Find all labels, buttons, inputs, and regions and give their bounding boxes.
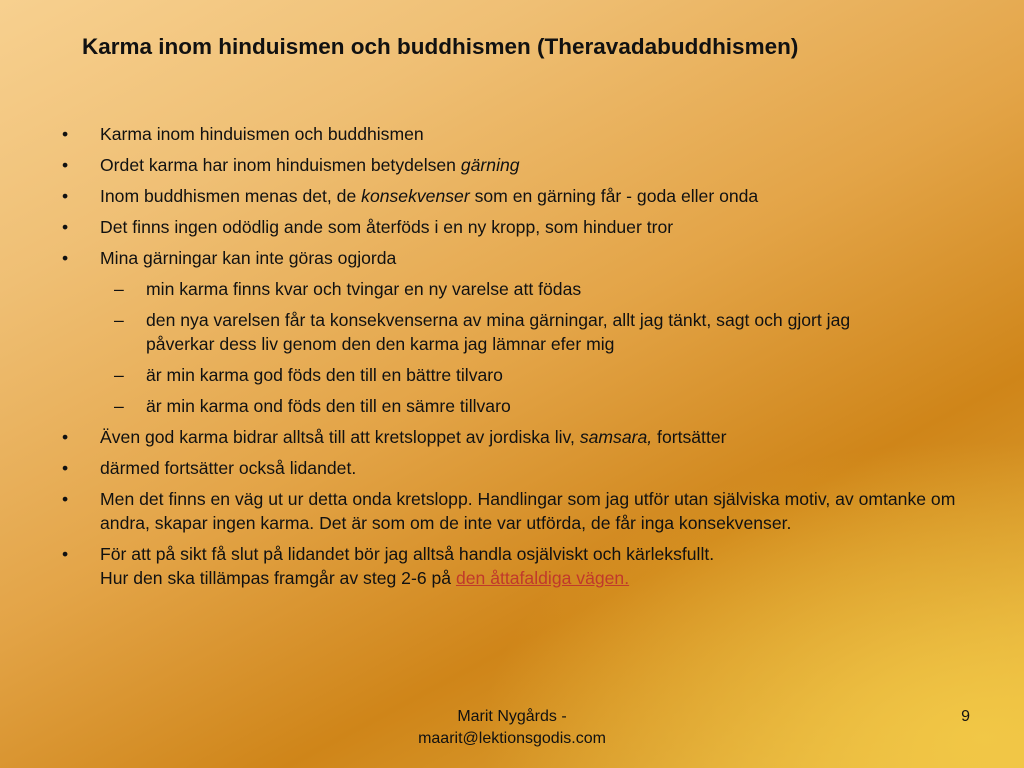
bullet-list — [60, 122, 960, 597]
author-name: Marit Nygårds - — [457, 708, 567, 725]
bullet-emphasis: samsara, — [579, 427, 653, 447]
slide-title: Karma inom hinduismen och buddhismen (Theravadabuddhismen) — [82, 34, 799, 59]
bullet-text: Ordet karma har inom hinduismen betydelsen — [100, 155, 461, 175]
list-item — [60, 542, 960, 590]
list-item — [60, 456, 960, 480]
dash-marker: – — [114, 365, 124, 385]
bullet-text: är min karma ond föds den till en sämre tillvaro — [146, 396, 511, 416]
list-item — [60, 122, 960, 146]
bullet-text: den nya varelsen får ta konsekvenserna av mina gärningar, allt jag tänkt, sagt och gjort jag påverkar dess liv genom den den karma jag lämnar efer mig — [146, 310, 851, 354]
bullet-marker: • — [62, 427, 69, 447]
bullet-text: Mina gärningar kan inte göras ogjorda — [100, 248, 397, 268]
sub-list-item — [60, 308, 960, 356]
author-email: maarit@lektionsgodis.com — [418, 730, 606, 747]
list-item — [60, 487, 960, 535]
page-number: 9 — [961, 708, 970, 725]
bullet-marker: • — [62, 155, 69, 175]
bullet-text: min karma finns kvar och tvingar en ny varelse att födas — [146, 279, 582, 299]
list-item — [60, 153, 960, 177]
bullet-emphasis: gärning — [460, 155, 520, 175]
dash-marker: – — [114, 396, 124, 416]
sub-list-item — [60, 277, 960, 301]
footer-author — [372, 706, 652, 750]
bullet-marker: • — [62, 489, 69, 509]
bullet-marker: • — [62, 544, 69, 564]
bullet-text: Men det finns en väg ut ur detta onda kretslopp. Handlingar som jag utför utan själviska motiv, av omtanke om andra, skapar ingen karma. Det är som om de inte var utförda, de får inga konsekvenser. — [100, 489, 956, 533]
list-item — [60, 184, 960, 208]
bullet-text: fortsätter — [652, 427, 727, 447]
bullet-marker: • — [62, 458, 69, 478]
bullet-marker: • — [62, 217, 69, 237]
bullet-marker: • — [62, 186, 69, 206]
dash-marker: – — [114, 310, 124, 330]
bullet-marker: • — [62, 124, 69, 144]
bullet-emphasis: konsekvenser — [361, 186, 470, 206]
bullet-text: Hur den ska tillämpas framgår av steg 2-6 på — [100, 568, 456, 588]
bullet-text: Även god karma bidrar alltså till att kretsloppet av jordiska liv, — [100, 427, 580, 447]
sub-list-item — [60, 394, 960, 418]
bullet-text: Det finns ingen odödlig ande som återföds i en ny kropp, som hinduer tror — [100, 217, 674, 237]
bullet-text: Inom buddhismen menas det, de — [100, 186, 362, 206]
sub-list-item — [60, 363, 960, 387]
bullet-text: är min karma god föds den till en bättre tilvaro — [146, 365, 503, 385]
list-item — [60, 246, 960, 270]
eightfold-path-link[interactable]: den åttafaldiga vägen. — [455, 568, 630, 588]
list-item — [60, 425, 960, 449]
bullet-text: För att på sikt få slut på lidandet bör jag alltså handla osjälviskt och kärleksfullt. — [100, 544, 715, 564]
dash-marker: – — [114, 279, 124, 299]
bullet-text: därmed fortsätter också lidandet. — [100, 458, 357, 478]
bullet-text: som en gärning får - goda eller onda — [469, 186, 759, 206]
bullet-marker: • — [62, 248, 69, 268]
bullet-text: Karma inom hinduismen och buddhismen — [100, 124, 424, 144]
list-item — [60, 215, 960, 239]
